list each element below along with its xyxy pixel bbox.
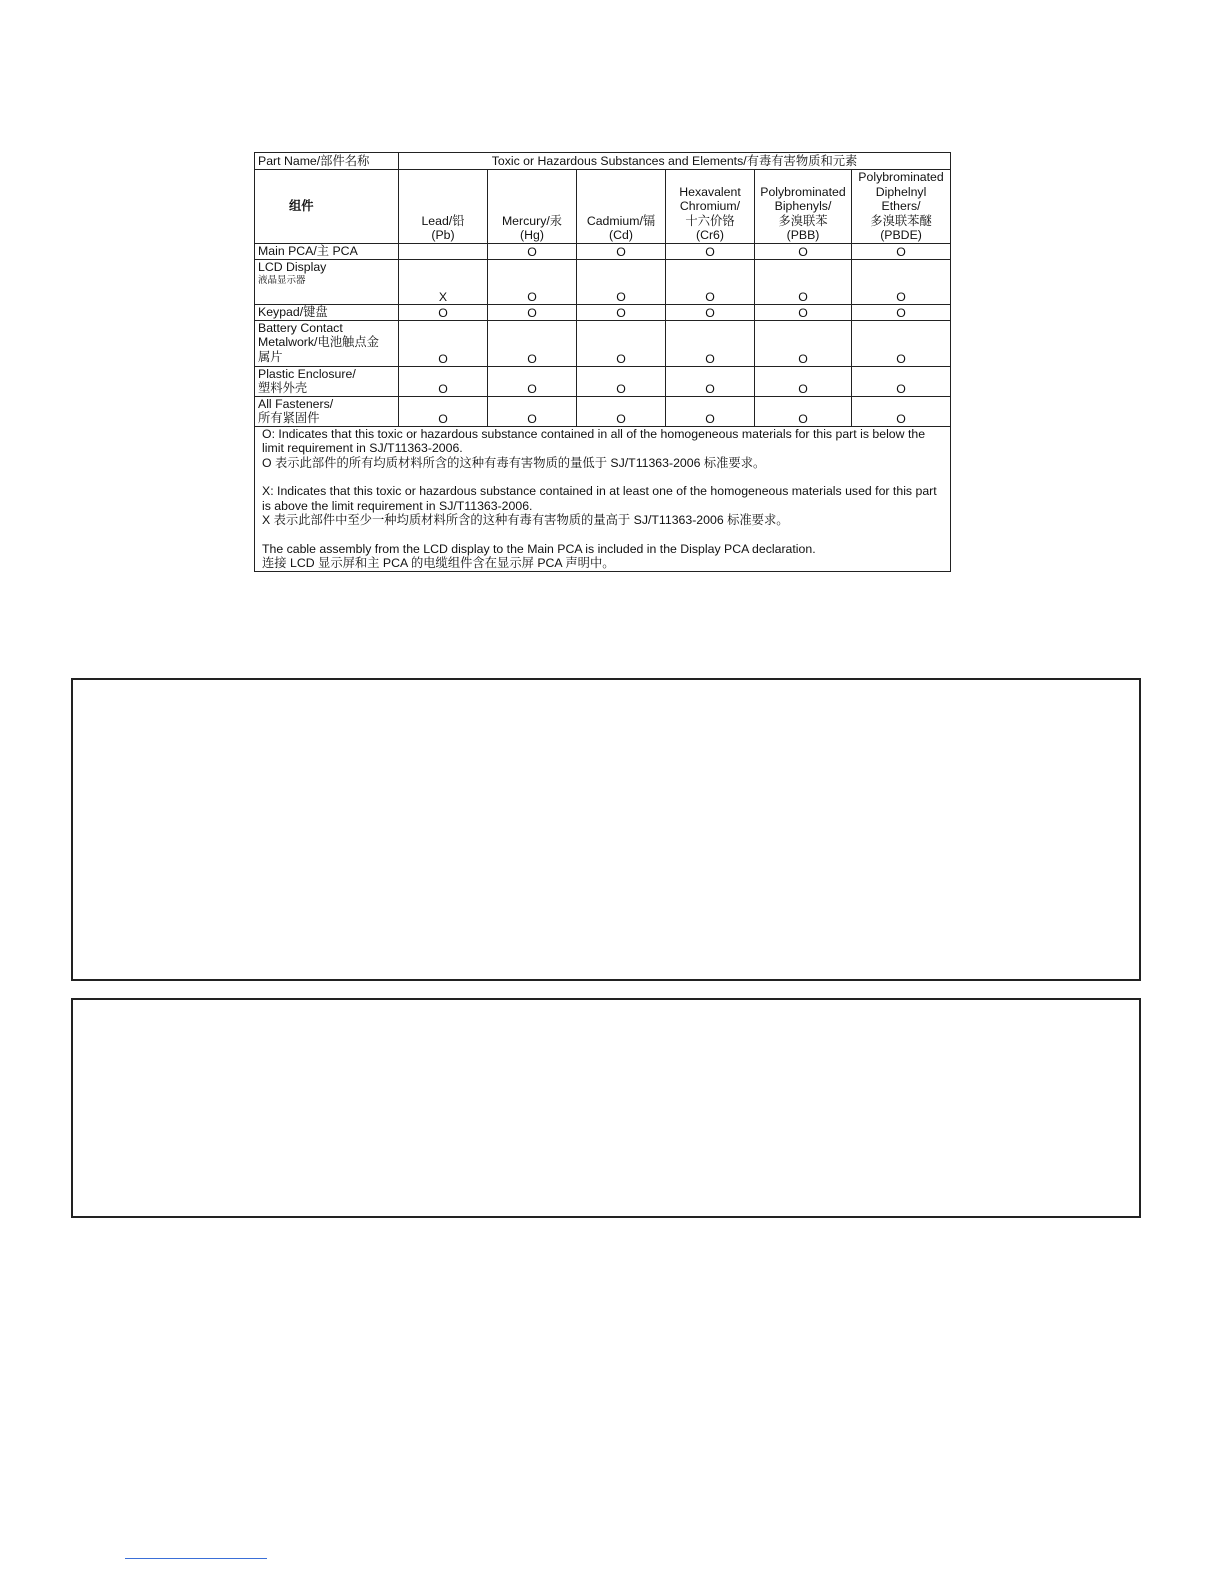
column-header-chromium: Hexavalent Chromium/ 十六价铬 (Cr6) (666, 170, 755, 244)
mark-cell: O (666, 304, 755, 320)
footer-rule (125, 1558, 267, 1559)
mark-cell: O (577, 304, 666, 320)
note-x-chinese: X 表示此部件中至少一种均质材料所含的这种有毒有害物质的量高于 SJ/T11363-2006 标准要求。 (262, 513, 789, 527)
mark-cell: O (488, 259, 577, 304)
mark-cell: O (488, 366, 577, 396)
table-row (255, 366, 951, 396)
part-name: Keypad/键盘 (255, 304, 399, 320)
mark-cell: O (755, 243, 852, 259)
column-header-mercury: Mercury/汞 (Hg) (488, 170, 577, 244)
mark-cell: O (755, 304, 852, 320)
component-label: 组件 (255, 170, 399, 244)
mark-cell: O (755, 366, 852, 396)
mark-cell: O (577, 366, 666, 396)
note-cable-chinese: 连接 LCD 显示屏和主 PCA 的电缆组件含在显示屏 PCA 声明中。 (262, 556, 615, 570)
table-row (255, 396, 951, 426)
mark-cell: O (488, 396, 577, 426)
mark-cell: O (577, 320, 666, 366)
hazardous-substances-table (254, 152, 951, 572)
mark-cell (399, 243, 488, 259)
column-header-cadmium: Cadmium/镉 (Cd) (577, 170, 666, 244)
mark-cell: O (488, 243, 577, 259)
note-o-chinese: O 表示此部件的所有均质材料所含的这种有毒有害物质的量低于 SJ/T11363-2006 标准要求。 (262, 455, 766, 470)
mark-cell: O (852, 320, 951, 366)
mark-cell: X (399, 259, 488, 304)
mark-cell: O (852, 259, 951, 304)
mark-cell: O (399, 366, 488, 396)
column-header-lead: Lead/铅 (Pb) (399, 170, 488, 244)
mark-cell: O (577, 243, 666, 259)
empty-bordered-box-lower (71, 998, 1141, 1218)
mark-cell: O (399, 396, 488, 426)
mark-cell: O (755, 320, 852, 366)
part-name: LCD Display 液晶显示器 (255, 259, 399, 304)
column-header-pbde: Polybrominated Diphelnyl Ethers/ 多溴联苯醚 (PBDE) (852, 170, 951, 244)
mark-cell: O (852, 304, 951, 320)
mark-cell: O (755, 396, 852, 426)
part-name: Battery Contact Metalwork/电池触点金 属片 (255, 320, 399, 366)
mark-cell: O (852, 243, 951, 259)
mark-cell: O (666, 366, 755, 396)
table-row (255, 320, 951, 366)
mark-cell: O (852, 366, 951, 396)
table-row (255, 259, 951, 304)
mark-cell: O (666, 259, 755, 304)
note-cable-english: The cable assembly from the LCD display to the Main PCA is included in the Display PCA declaration. (262, 541, 816, 556)
part-name-header: Part Name/部件名称 (255, 153, 399, 170)
note-x-english: X: Indicates that this toxic or hazardous substance contained in at least one of the homogeneous materials used for this part is above the limit requirement in SJ/T11363-2006. (262, 484, 937, 513)
part-name: All Fasteners/ 所有紧固件 (255, 396, 399, 426)
mark-cell: O (577, 259, 666, 304)
mark-cell: O (666, 243, 755, 259)
empty-bordered-box-upper (71, 678, 1141, 981)
mark-cell: O (666, 320, 755, 366)
mark-cell: O (852, 396, 951, 426)
mark-cell: O (488, 304, 577, 320)
substances-header: Toxic or Hazardous Substances and Elements/有毒有害物质和元素 (399, 153, 951, 170)
mark-cell: O (666, 396, 755, 426)
mark-cell: O (399, 320, 488, 366)
note-o-english: O: Indicates that this toxic or hazardous substance contained in all of the homogeneous materials for this part is below the limit requirement in SJ/T11363-2006. (262, 426, 926, 455)
part-name: Main PCA/主 PCA (255, 243, 399, 259)
column-header-pbb: Polybrominated Biphenyls/ 多溴联苯 (PBB) (755, 170, 852, 244)
mark-cell: O (577, 396, 666, 426)
part-name: Plastic Enclosure/ 塑料外壳 (255, 366, 399, 396)
table-row (255, 304, 951, 320)
mark-cell: O (399, 304, 488, 320)
table-notes (255, 426, 951, 571)
mark-cell: O (755, 259, 852, 304)
table-row (255, 243, 951, 259)
mark-cell: O (488, 320, 577, 366)
